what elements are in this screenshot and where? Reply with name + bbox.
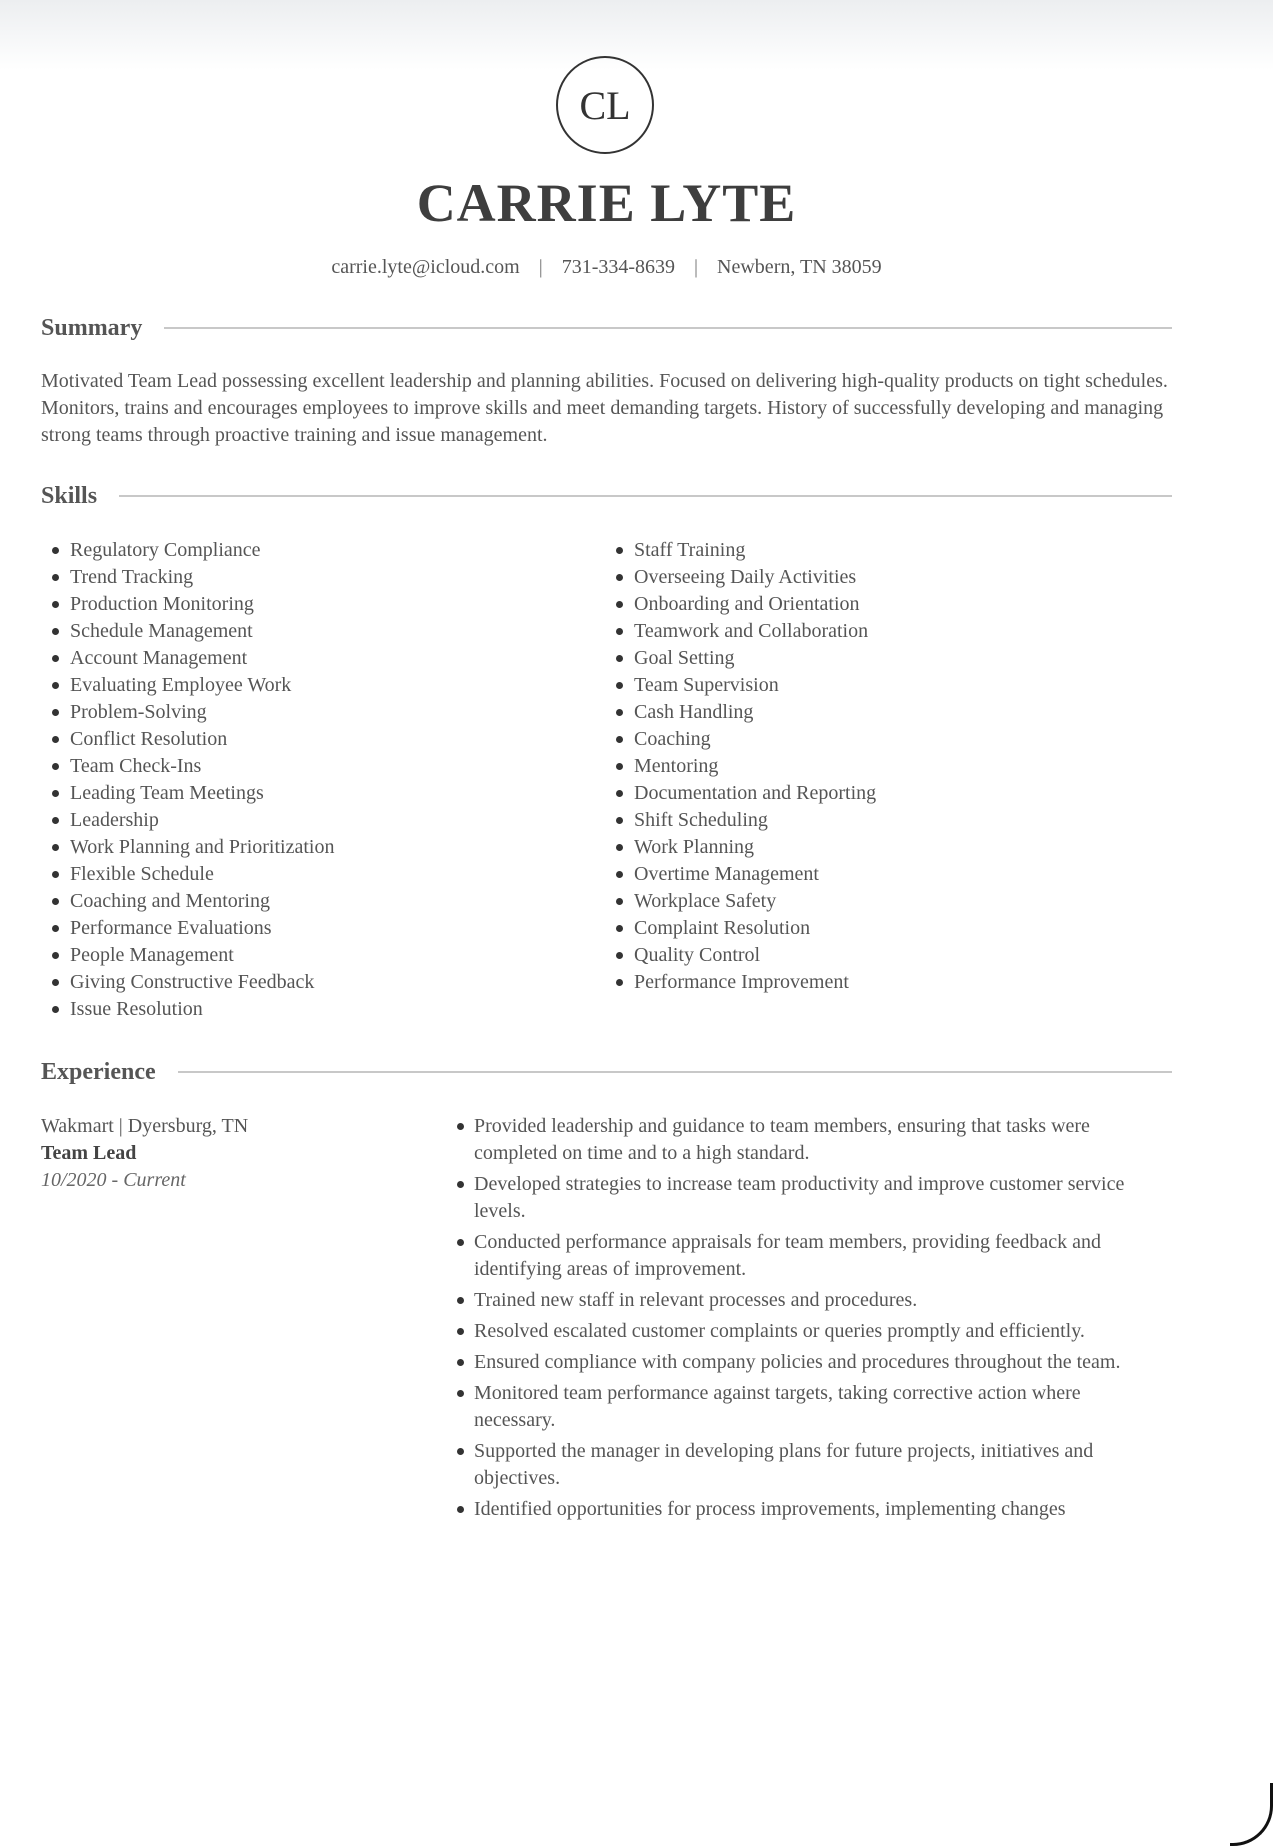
skill-item: Coaching and Mentoring [41,888,541,915]
skill-item: People Management [41,942,541,969]
skills-list-left [41,537,541,1023]
responsibility-item: Conducted performance appraisals for team members, providing feedback and identifying areas of improvement. [454,1229,1164,1283]
skill-item: Shift Scheduling [605,807,1105,834]
top-shade [0,0,1273,70]
responsibility-item: Ensured compliance with company policies and procedures throughout the team. [454,1349,1164,1376]
skill-item: Onboarding and Orientation [605,591,1105,618]
job-responsibilities [454,1113,1164,1527]
responsibility-item: Identified opportunities for process improvements, implementing changes [454,1496,1164,1523]
contact-line [0,256,1213,279]
skill-item: Coaching [605,726,1105,753]
skill-item: Schedule Management [41,618,541,645]
contact-email[interactable]: carrie.lyte@icloud.com [331,256,520,278]
job-dates: 10/2020 - Current [41,1169,186,1191]
skills-title: Skills [41,482,98,509]
section-divider [164,327,1172,329]
job-role: Team Lead [41,1142,137,1164]
skills-list-right [605,537,1105,996]
job-details [41,1113,421,1194]
skill-item: Documentation and Reporting [605,780,1105,807]
monogram-badge [556,56,654,154]
summary-heading [41,313,1172,343]
candidate-name: CARRIE LYTE [416,173,797,233]
skill-item: Flexible Schedule [41,861,541,888]
monogram-initials: CL [579,82,631,128]
skill-item: Evaluating Employee Work [41,672,541,699]
skill-item: Mentoring [605,753,1105,780]
skill-item: Goal Setting [605,645,1105,672]
responsibility-item: Trained new staff in relevant processes and procedures. [454,1287,1164,1314]
skill-item: Cash Handling [605,699,1105,726]
skill-item: Problem-Solving [41,699,541,726]
skills-heading [41,481,1172,511]
skill-item: Leading Team Meetings [41,780,541,807]
contact-phone[interactable]: 731-334-8639 [561,256,676,278]
skill-item: Leadership [41,807,541,834]
skill-item: Issue Resolution [41,996,541,1023]
responsibility-item: Developed strategies to increase team productivity and improve customer service levels. [454,1171,1164,1225]
section-divider [119,495,1172,497]
job-employer: Wakmart | Dyersburg, TN [41,1115,249,1137]
skill-item: Overtime Management [605,861,1105,888]
contact-separator: | [694,256,699,278]
responsibility-item: Supported the manager in developing plans for future projects, initiatives and objectives. [454,1438,1164,1492]
skill-item: Trend Tracking [41,564,541,591]
responsibility-item: Monitored team performance against targets, taking corrective action where necessary. [454,1380,1164,1434]
skill-item: Work Planning and Prioritization [41,834,541,861]
skill-item: Staff Training [605,537,1105,564]
skill-item: Team Supervision [605,672,1105,699]
skill-item: Performance Evaluations [41,915,541,942]
skill-item: Work Planning [605,834,1105,861]
contact-separator: | [538,256,543,278]
responsibility-item: Resolved escalated customer complaints or queries promptly and efficiently. [454,1318,1164,1345]
section-divider [178,1071,1172,1073]
skill-item: Quality Control [605,942,1105,969]
page-corner [1230,1783,1273,1846]
contact-location: Newbern, TN 38059 [717,256,882,278]
skill-item: Performance Improvement [605,969,1105,996]
skill-item: Teamwork and Collaboration [605,618,1105,645]
responsibility-item: Provided leadership and guidance to team members, ensuring that tasks were completed on time and to a high standard. [454,1113,1164,1167]
skill-item: Regulatory Compliance [41,537,541,564]
summary-title: Summary [41,314,143,341]
skill-item: Giving Constructive Feedback [41,969,541,996]
skill-item: Complaint Resolution [605,915,1105,942]
skill-item: Team Check-Ins [41,753,541,780]
skill-item: Conflict Resolution [41,726,541,753]
experience-title: Experience [41,1058,156,1085]
skill-item: Account Management [41,645,541,672]
skill-item: Overseeing Daily Activities [605,564,1105,591]
skill-item: Production Monitoring [41,591,541,618]
skill-item: Workplace Safety [605,888,1105,915]
summary-text: Motivated Team Lead possessing excellent leadership and planning abilities. Focused on delivering high-quality products on tight schedules. Monitors, trains and encourages employees to improve skills and meet demanding targets. History of successfully developing and managing strong teams through proactive training and issue management. [41,370,1168,446]
experience-heading [41,1057,1172,1087]
